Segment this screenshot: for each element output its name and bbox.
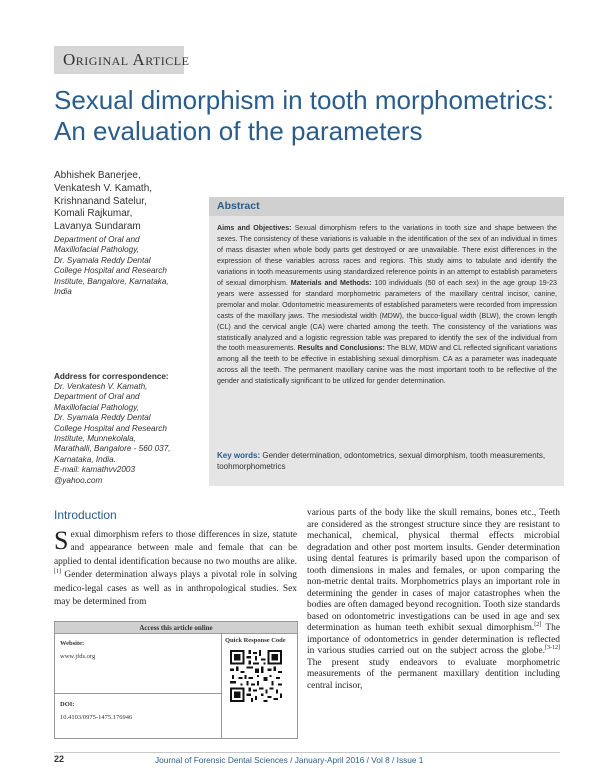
author-name: Krishnanand Satelur,: [54, 195, 147, 207]
author-list: [54, 170, 204, 234]
intro-paragraph: exual dimorphism refers to those differences in size, statute and appearance between male and female that can be applied to dental identification because no two mouths are alike.: [54, 530, 297, 567]
website-label: Website:: [60, 640, 85, 647]
author-name: Abhishek Banerjee,: [54, 170, 141, 181]
affiliation-line: Maxillofacial Pathology,: [54, 245, 139, 255]
abstract-body: [217, 223, 557, 387]
abstract-heading: Abstract: [217, 200, 260, 212]
affiliation-line: College Hospital and Research: [54, 266, 167, 276]
journal-citation: Journal of Forensic Dental Sciences / January-April 2016 / Vol 8 / Issue 1: [155, 755, 424, 765]
keywords: [217, 450, 557, 472]
author-name: Komali Rajkumar,: [54, 208, 133, 220]
keywords-label: Key words:: [217, 451, 261, 460]
correspondence-line: Karnataka, India.: [54, 454, 116, 464]
doi-link[interactable]: 10.4103/0975-1475.176946: [60, 714, 133, 721]
affiliation-line: Department of Oral and: [54, 235, 140, 244]
abstract-box: [209, 197, 564, 486]
abstract-aims-text: Sexual dimorphism refers to the variations in tooth size and shape between the sexes. The consistency of these variations is valuable in the identification of the sex of an individual in times of mass disaster when whole body parts get destroyed or are unavailable. There exist differences in the expression of these variables across races and regions. This study aims to tabulate and identify the variations in tooth measurements using standardized reference points in an attempt to establish parameters of sexual dimorphism.: [217, 224, 557, 287]
citation-ref[interactable]: [1]: [54, 569, 61, 576]
article-title: [54, 85, 574, 147]
correspondence-address: [54, 382, 204, 486]
abstract-methods-text: 100 individuals (50 of each sex) in the age group 19-23 years were assessed for standard morphometric parameters of the maxillary central incisor, canine, premolar and molar. Odontometric measurements of established parameters were recorded from impression casts of the maxillary jaws. The mesiodistal width (MDW), the bucco-ligual width (BLW), the crown length (CL) and the cervical angle (CA) were charted among the teeth. The consistency of the variations was statistically analyzed and a logistic regression table was prepared to identify the sex of the individual from the tooth measurements.: [217, 278, 557, 353]
intro-paragraph: various parts of the body like the skull remains, bones etc., Teeth are considered as the strongest structure since they are resistant to mechanical, chemical, physical thermal effects microbial degradation and other post mortem insults. Gender determination using dental features is primarily based upon the comparison of tooth dimensions in males and females, or upon comparing the non-metric dental traits. Morphometrics plays an important role in determining the gender in cases of major catastrophes when the bodies are often damaged beyond recognition. Tooth size standards based on odontometric investigations can be used in age and sex determination as human teeth exhibit sexual dimorphism.: [307, 508, 560, 634]
correspondence-label: Address for correspondence:: [54, 372, 169, 381]
correspondence-line: Dr. Syamala Reddy Dental: [54, 413, 151, 423]
correspondence-email: @yahoo.com: [54, 475, 103, 485]
abstract-aims-label: Aims and Objectives:: [217, 224, 292, 232]
correspondence-line: Maxillofacial Pathology,: [54, 402, 139, 412]
website-link[interactable]: www.jfds.org: [60, 653, 96, 660]
correspondence-email: E-mail: kamathvv2003: [54, 465, 135, 475]
correspondence-line: Dr. Venkatesh V. Kamath,: [54, 382, 148, 391]
access-article-box: [54, 621, 298, 739]
correspondence-line: Department of Oral and: [54, 392, 140, 402]
affiliation-line: India: [54, 287, 72, 297]
article-type-label: Original Article: [63, 50, 190, 69]
intro-paragraph: Gender determination always plays a pivotal role in solving medico-legal cases as well as in anthropological studies. Sex may be determined from: [54, 570, 297, 608]
affiliation-line: Institute, Bangalore, Karnataka,: [54, 276, 169, 286]
title-line: An evaluation of the parameters: [54, 116, 423, 146]
intro-paragraph: The importance of odontometrics in gender determination is reflected in various studies carried out on the subject across the globe.: [307, 623, 561, 657]
introduction-right-column: [307, 508, 560, 692]
author-name: Venkatesh V. Kamath,: [54, 182, 153, 194]
citation-ref[interactable]: [2]: [534, 622, 542, 629]
row-divider: [55, 693, 221, 694]
column-divider: [221, 634, 222, 738]
introduction-left-column: [54, 526, 297, 609]
correspondence-line: Marathalli, Bangalore - 560 037,: [54, 444, 171, 454]
affiliation-line: Dr. Syamala Reddy Dental: [54, 255, 151, 265]
abstract-results-text: The BLW, MDW and CL reflected significant variations among all the teeth to be effective in establishing sexual dimorphism. CA as a parameter was inadequate across all the teeth. The permanent maxillary canine was the most important tooth to be reflective of the gender and statistically significant to be utilized for gender determination.: [217, 344, 557, 386]
title-line: Sexual dimorphism in tooth morphometrics:: [54, 85, 554, 115]
drop-cap: S: [54, 526, 69, 555]
article-type-badge: [54, 46, 190, 74]
correspondence-line: Institute, Munnekolala,: [54, 434, 136, 444]
intro-paragraph: The present study endeavors to evaluate morphometric measurements of the permanent maxillary dentition including central incisor,: [307, 657, 560, 691]
author-affiliation: [54, 235, 204, 297]
page-number: 22: [54, 754, 65, 764]
access-box-header: Access this article online: [55, 622, 297, 634]
qr-code-icon[interactable]: [230, 650, 282, 702]
citation-ref[interactable]: [3-12]: [545, 645, 560, 652]
keywords-text: Gender determination, odontometrics, sexual dimorphism, tooth measurements, toohmorphometrics: [217, 451, 546, 471]
footer-divider: [54, 752, 560, 753]
abstract-results-label: Results and Conclusions:: [297, 344, 385, 353]
correspondence-line: College Hospital and Research: [54, 423, 167, 433]
introduction-heading: Introduction: [54, 508, 117, 522]
abstract-methods-label: Materials and Methods:: [290, 278, 372, 287]
author-name: Lavanya Sundaram: [54, 221, 141, 233]
doi-label: DOI:: [60, 701, 75, 708]
abstract-header: [209, 197, 564, 216]
qr-code-label: Quick Response Code: [225, 637, 286, 644]
